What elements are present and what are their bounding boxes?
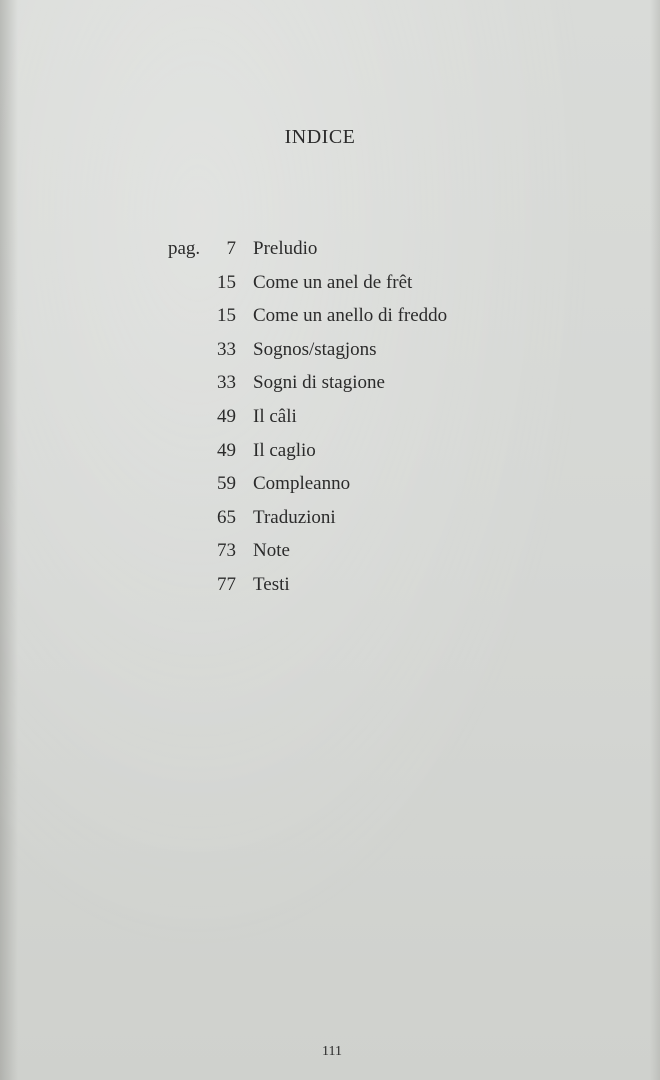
toc-entry — [168, 540, 447, 574]
toc-entry-title: Preludio — [253, 238, 318, 259]
toc-entry-title: Come un anello di freddo — [253, 305, 448, 327]
toc-page-number: 15 — [217, 271, 236, 293]
toc-page-number: 59 — [217, 473, 236, 495]
toc-entry-title: Il caglio — [253, 439, 316, 461]
toc-entry-title: Compleanno — [253, 473, 351, 495]
toc-entry — [168, 372, 447, 406]
toc-entry-title: Note — [253, 540, 290, 562]
toc-page-number: 15 — [217, 305, 236, 327]
toc-entry — [168, 406, 447, 440]
toc-entry — [168, 473, 447, 507]
toc-page-number: 73 — [217, 540, 236, 562]
toc-entry-title: Sogni di stagione — [253, 372, 385, 394]
toc-entry-title: Come un anel de frêt — [253, 271, 413, 293]
toc-entry-title: Il câli — [253, 405, 297, 427]
page-edge-shadow — [0, 0, 18, 1080]
toc-entry — [168, 272, 447, 306]
toc-entry-title: Traduzioni — [253, 506, 336, 528]
toc-page-number: 7 — [226, 238, 236, 259]
toc-entry-title: Sognos/stagjons — [253, 338, 377, 360]
toc-page-number: 49 — [217, 439, 236, 461]
toc-entry — [168, 507, 447, 541]
page-title: INDICE — [284, 126, 356, 148]
page-edge-shadow-right — [650, 0, 660, 1080]
toc-entry — [168, 440, 447, 474]
table-of-contents — [168, 238, 447, 608]
toc-page-number: 33 — [217, 372, 236, 394]
toc-page-prefix: pag. — [168, 238, 201, 259]
toc-page-number: 77 — [217, 573, 236, 595]
toc-page-number: 65 — [217, 506, 236, 528]
toc-entry — [168, 238, 447, 272]
toc-page-number: 33 — [217, 338, 236, 360]
toc-entry — [168, 305, 447, 339]
toc-entry-title: Testi — [253, 573, 290, 595]
toc-entry — [168, 339, 447, 373]
toc-entry — [168, 574, 447, 608]
page-number: 111 — [322, 1044, 342, 1059]
toc-page-number: 49 — [217, 405, 236, 427]
